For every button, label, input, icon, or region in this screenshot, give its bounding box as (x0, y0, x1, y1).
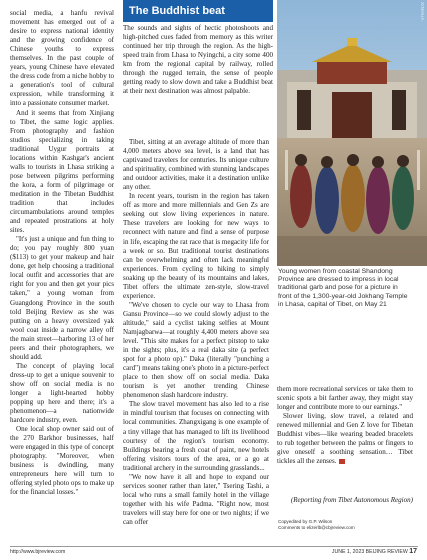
comments-email: Comments to elizerlb@cbjreview.com (278, 525, 355, 530)
page-number: 17 (409, 548, 417, 555)
photo-credit: XINHUA (420, 2, 425, 21)
photo-illustration (277, 0, 427, 266)
paragraph: "We've chosen to cycle our way to Lhasa from Gansu Province—so we could slowly adjust to the altitude," said a cyclist taking selfies at Mount Namjagbarwa—at roughly 4,400 meters above sea level. "This site makes for a perfect pitstop to take in the sights; plus, it's a real daka site (a perfect spot for a photo op)." Daka (literally "punching a card") means taking one's photo in a picture-perfect place to then show off on social media. Daka tourism is yet another trending Chinese phenomenon slash hardcore industry. (123, 300, 269, 400)
footer-divider (10, 546, 418, 547)
left-column (10, 9, 114, 498)
issue-label: JUNE 1, 2023 BEIJING REVIEW (331, 549, 408, 555)
paragraph: social media, a hanfu revival movement has emerged out of a desire to express national identity and the growing confidence of Chinese youths to express themselves. In the past couple of years, young Chinese have elevated the dress code from a niche hobby to a generation's tool of cultural expression, while transforming it into a passionate consumer market. (10, 9, 114, 108)
paragraph: them more recreational services or take them to scenic spots a bit farther away, they might stay longer and contribute more to our earnings." (277, 385, 413, 412)
end-marker-icon (339, 459, 345, 464)
middle-column (123, 138, 269, 527)
paragraph: And it seems that from Xinjiang to Tibet, the same logic applies. From photography and fashion studios specializing in taking traditional Uygur portraits at locations within Kashgar's ancient walls to tourists in Lhasa striking a pose between pilgrims performing the kora, a form of pilgrimage or meditation in the Tibetan Buddhist tradition that includes circumambulations around temples and repeated prostrations at holy sites. (10, 108, 114, 235)
section-heading: The Buddhist beat (123, 0, 273, 22)
paragraph: "We now have it all and hope to expand our services sooner rather than later," Tsering Tashi, a local who runs a small family hotel in the village together with his wife Padma. "Right now, most travelers will stay here for one or two nights; if we can offer (123, 472, 269, 526)
paragraph: The slow travel movement has also led to a rise in mindful tourism that focuses on connecting with local communities. Zhangxigang is one example of a tiny village that has managed to lift its livelihood courtesy of the region's tourism economy. Buildings bearing a fresh coat of paint, new hotels offering visitors tours of the area, or a go at traditional archery in the surrounding grasslands... (123, 400, 269, 472)
right-column (277, 385, 413, 466)
paragraph: The sounds and sights of hectic photoshoots and high-pitched cues faded from memory as this writer continued her trip through the region. As the high-speed train from Lhasa to Nyingchi, a city some 400 km from the regional capital by railway, rolled through the rugged terrain, the sense of people getting ready to slow down and take a Buddhist beat at their next destination was almost palpable. (123, 24, 273, 96)
paragraph: "It's just a unique and fun thing to do; you pay roughly 800 yuan ($113) to get your makeup and hair done, get help choosing a traditional local outfit and accessories that are right for you and then get your pics taken," a young woman from Guangdong Province in the south told Beijing Review as she was putting on a heavy oversized yak wool coat inside a narrow alley off the main street—harboring 13 of her peers and their photographers, we should add. (10, 235, 114, 361)
footer-url[interactable]: http://www.bjreview.com (10, 549, 66, 555)
paragraph: One local shop owner said out of the 270 Barkhor businesses, half were engaged in this type of concept photography. "Moreover, when business is dwindling, many entrepreneurs here will turn to offering styled photo ops to make up for the financial losses." (10, 425, 114, 497)
paragraph: Tibet, sitting at an average altitude of more than 4,000 meters above sea level, is a land that has captivated travelers for centuries. Its unique culture and spirituality, combined with stunning landscapes and outdoor activities, make it a destination unlike any other. (123, 138, 269, 192)
footer-issue (332, 548, 417, 555)
reporting-credit: (Reporting from Tibet Autonomous Region) (290, 496, 413, 504)
paragraph (277, 412, 413, 466)
paragraph: In recent years, tourism in the region has taken off as more and more millennials and Gen Zs are seeking out slow living experiences in nature. These travelers are looking for new ways to reconnect with nature and find a sense of purpose in life, escaping the rat race that is megacity life for a week or so. But traditional tourist destinations can be overwhelming and often lack meaningful experiences. From cycling to hiking to simply soaking up the beauty of its mountains and lakes, Tibet offers the ultimate zen-style, slow-travel experience. (123, 192, 269, 300)
paragraph: The concept of playing local dress-up to get a unique souvenir to show off on social media is no longer a light-hearted hobby popping up here and there; it's a phenomenon—a nationwide hardcore industry, even. (10, 361, 114, 425)
closing-text: Slower living, slow travel, a related and renewed millennial and Gen Z love for Tibetan Buddhist vibes—like wearing beaded bracelets to rub together between the palms or fingers to give oneself a soothing sensation… Tibet tickles all the zenses. (277, 412, 413, 466)
photo-caption: Young women from coastal Shandong Province are dressed to impress in local traditional garb and pose for a picture in front of the 1,300-year-old Jokhang Temple in Lhasa, capital of Tibet, on May 21 (278, 268, 408, 308)
section-intro (123, 24, 273, 96)
temple-photo (277, 0, 427, 266)
copyeditor: Copyedited by G.P. Wilson (278, 519, 333, 524)
copyedit-info (278, 519, 414, 531)
